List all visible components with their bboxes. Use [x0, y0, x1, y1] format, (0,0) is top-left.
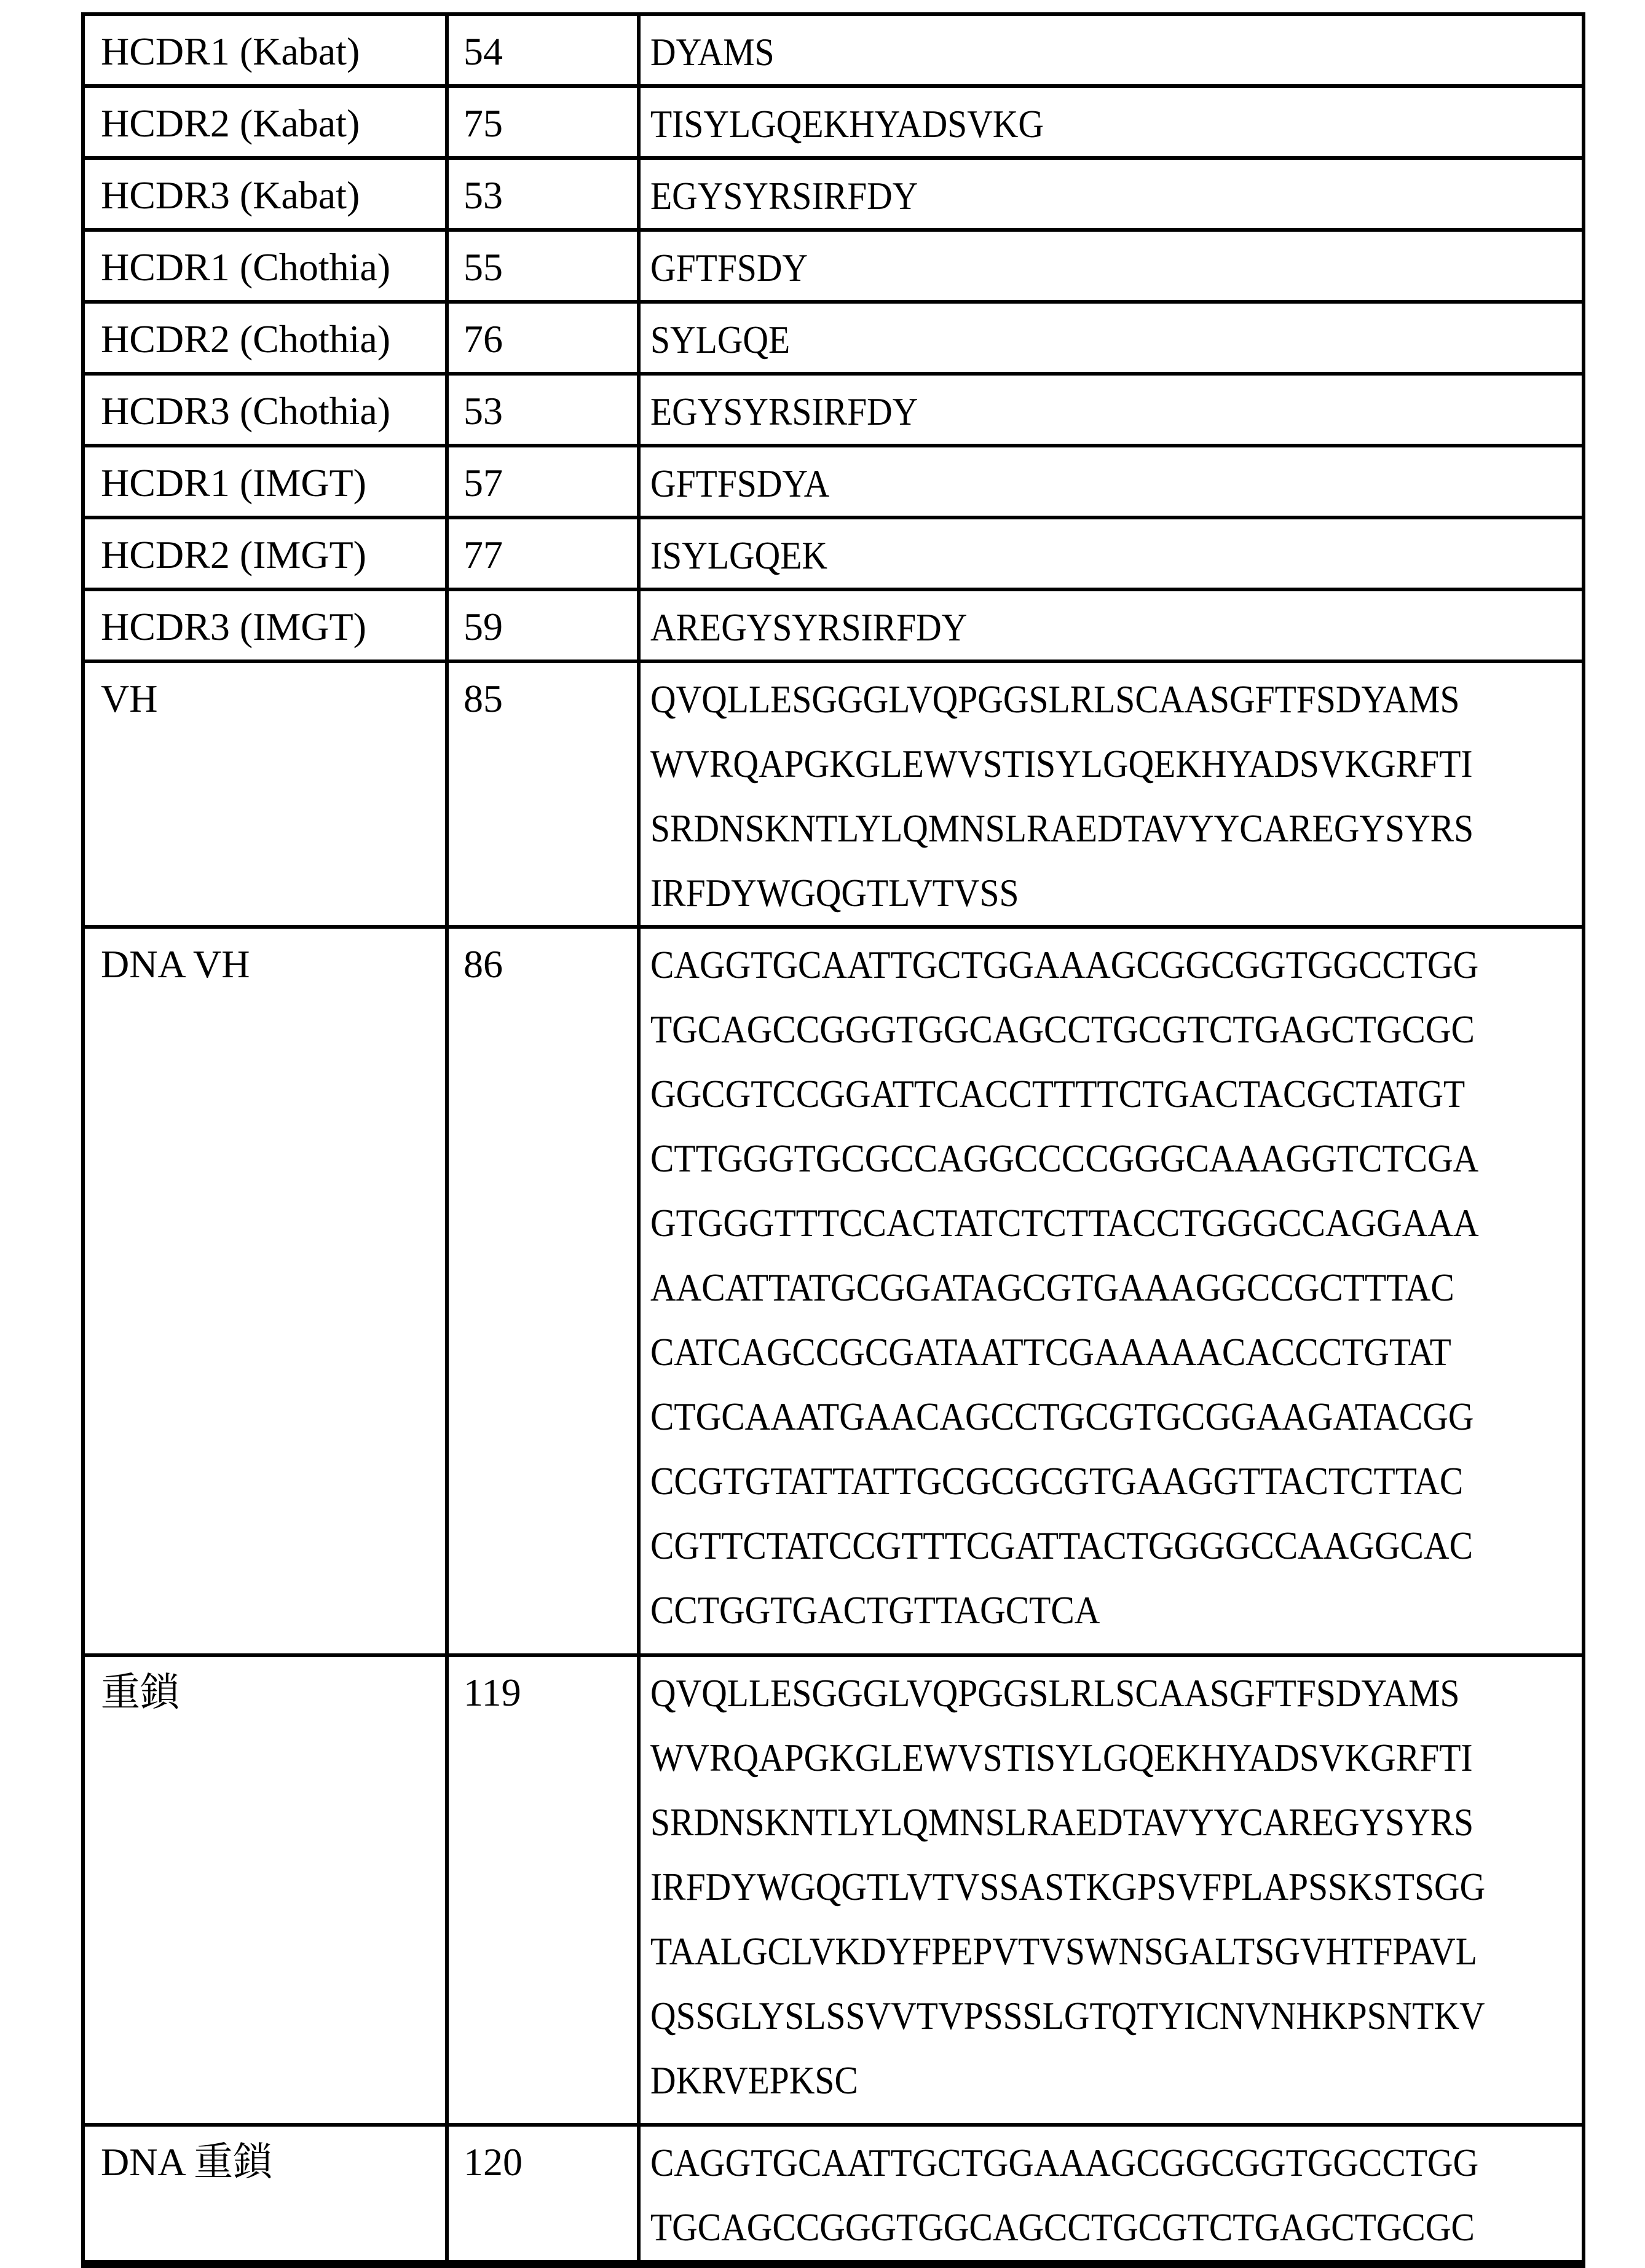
sequence-line: GFTFSDYA — [650, 462, 830, 505]
sequence-line: TAALGCLVKDYFPEPVTVSWNSGALTSGVHTFPAVL — [650, 1929, 1477, 1973]
sequence-line: CATCAGCCGCGATAATTCGAAAAACACCCTGTAT — [650, 1330, 1451, 1374]
region-label-cell: HCDR3 (Chothia) — [83, 374, 447, 446]
sequence-line: IRFDYWGQGTLVTVSSASTKGPSVFPLAPSSKSTSGG — [650, 1865, 1486, 1908]
region-label-cell: HCDR1 (Kabat) — [83, 14, 447, 86]
table-row — [83, 374, 1584, 446]
sequence-line: GTGGGTTTCCACTATCTCTTACCTGGGCCAGGAAA — [650, 1201, 1479, 1245]
sequence-line: SRDNSKNTLYLQMNSLRAEDTAVYYCAREGYSYRS — [650, 806, 1474, 850]
sequence-cell — [639, 927, 1584, 1655]
sequence-line: CCGTGTATTATTGCGCGCGTGAAGGTTACTCTTAC — [650, 1459, 1464, 1503]
seq-id-cell: 59 — [447, 589, 639, 661]
sequence-cell — [639, 374, 1584, 446]
sequence-cell — [639, 1655, 1584, 2125]
sequence-line: DYAMS — [650, 30, 775, 74]
seq-id-cell: 75 — [447, 86, 639, 158]
sequence-line: AREGYSYRSIRFDY — [650, 605, 968, 649]
sequence-line: TISYLGQEKHYADSVKG — [650, 102, 1044, 146]
sequence-line: TGCAGCCGGGTGGCAGCCTGCGTCTGAGCTGCGC — [650, 1007, 1475, 1051]
sequence-cell — [639, 230, 1584, 302]
region-label-cell: HCDR3 (Kabat) — [83, 158, 447, 230]
table-row — [83, 446, 1584, 518]
seq-id-cell: 57 — [447, 446, 639, 518]
sequence-cell — [639, 661, 1584, 927]
region-label-cell: DNA 重鎖 — [83, 2125, 447, 2264]
region-label-cell: HCDR1 (IMGT) — [83, 446, 447, 518]
sequence-line: CAGGTGCAATTGCTGGAAAGCGGCGGTGGCCTGG — [650, 943, 1479, 986]
seq-id-cell: 86 — [447, 927, 639, 1655]
sequence-line: GFTFSDY — [650, 246, 808, 289]
sequence-line: EGYSYRSIRFDY — [650, 174, 918, 218]
sequence-cell — [639, 589, 1584, 661]
table-row — [83, 2125, 1584, 2264]
sequence-line: TGCAGCCGGGTGGCAGCCTGCGTCTGAGCTGCGC — [650, 2205, 1475, 2249]
sequence-line: WVRQAPGKGLEWVSTISYLGQEKHYADSVKGRFTI — [650, 1736, 1473, 1779]
table-row — [83, 158, 1584, 230]
sequence-line: SRDNSKNTLYLQMNSLRAEDTAVYYCAREGYSYRS — [650, 1800, 1474, 1844]
region-label-cell: HCDR2 (IMGT) — [83, 518, 447, 589]
sequence-cell — [639, 446, 1584, 518]
sequence-line: IRFDYWGQGTLVTVSS — [650, 871, 1019, 915]
sequence-line: QVQLLESGGGLVQPGGSLRLSCAASGFTFSDYAMS — [650, 1671, 1460, 1715]
seq-id-cell: 76 — [447, 302, 639, 374]
sequence-line: CCTGGTGACTGTTAGCTCA — [650, 1588, 1100, 1632]
seq-id-cell: 120 — [447, 2125, 639, 2264]
table-row — [83, 589, 1584, 661]
region-label-cell: 重鎖 — [83, 1655, 447, 2125]
sequence-line: QSSGLYSLSSVVTVPSSSLGTQTYICNVNHKPSNTKV — [650, 1994, 1485, 2038]
sequence-listing-table — [81, 12, 1585, 2268]
region-label-cell: HCDR2 (Chothia) — [83, 302, 447, 374]
seq-id-cell: 55 — [447, 230, 639, 302]
seq-id-cell: 54 — [447, 14, 639, 86]
seq-id-cell: 85 — [447, 661, 639, 927]
seq-id-cell: 119 — [447, 1655, 639, 2125]
region-label-cell: HCDR2 (Kabat) — [83, 86, 447, 158]
sequence-line: DKRVEPKSC — [650, 2058, 858, 2102]
sequence-line: CAGGTGCAATTGCTGGAAAGCGGCGGTGGCCTGG — [650, 2141, 1479, 2184]
sequence-cell — [639, 2125, 1584, 2264]
seq-id-cell: 53 — [447, 158, 639, 230]
seq-id-cell: 77 — [447, 518, 639, 589]
sequence-cell — [639, 302, 1584, 374]
table-row — [83, 927, 1584, 1655]
sequence-line: CGTTCTATCCGTTTCGATTACTGGGGCCAAGGCAC — [650, 1524, 1473, 1567]
sequence-line: WVRQAPGKGLEWVSTISYLGQEKHYADSVKGRFTI — [650, 742, 1473, 786]
sequence-cell — [639, 14, 1584, 86]
table-row — [83, 302, 1584, 374]
sequence-line: QVQLLESGGGLVQPGGSLRLSCAASGFTFSDYAMS — [650, 677, 1460, 721]
sequence-cell — [639, 518, 1584, 589]
sequence-line: CTTGGGTGCGCCAGGCCCCGGGCAAAGGTCTCGA — [650, 1136, 1479, 1180]
sequence-line: GGCGTCCGGATTCACCTTTTCTGACTACGCTATGT — [650, 1072, 1466, 1116]
sequence-cell — [639, 158, 1584, 230]
table-row — [83, 86, 1584, 158]
table-row — [83, 518, 1584, 589]
sequence-line: AACATTATGCGGATAGCGTGAAAGGCCGCTTTAC — [650, 1266, 1454, 1309]
sequence-line: SYLGQE — [650, 318, 791, 361]
sequence-line: ISYLGQEK — [650, 534, 827, 577]
region-label-cell: DNA VH — [83, 927, 447, 1655]
table-row — [83, 1655, 1584, 2125]
table-row — [83, 661, 1584, 927]
table-row — [83, 230, 1584, 302]
sequence-line: CTGCAAATGAACAGCCTGCGTGCGGAAGATACGG — [650, 1395, 1474, 1438]
region-label-cell: HCDR1 (Chothia) — [83, 230, 447, 302]
region-label-cell: VH — [83, 661, 447, 927]
seq-id-cell: 53 — [447, 374, 639, 446]
sequence-cell — [639, 86, 1584, 158]
region-label-cell: HCDR3 (IMGT) — [83, 589, 447, 661]
table-row — [83, 14, 1584, 86]
sequence-line: EGYSYRSIRFDY — [650, 390, 918, 433]
